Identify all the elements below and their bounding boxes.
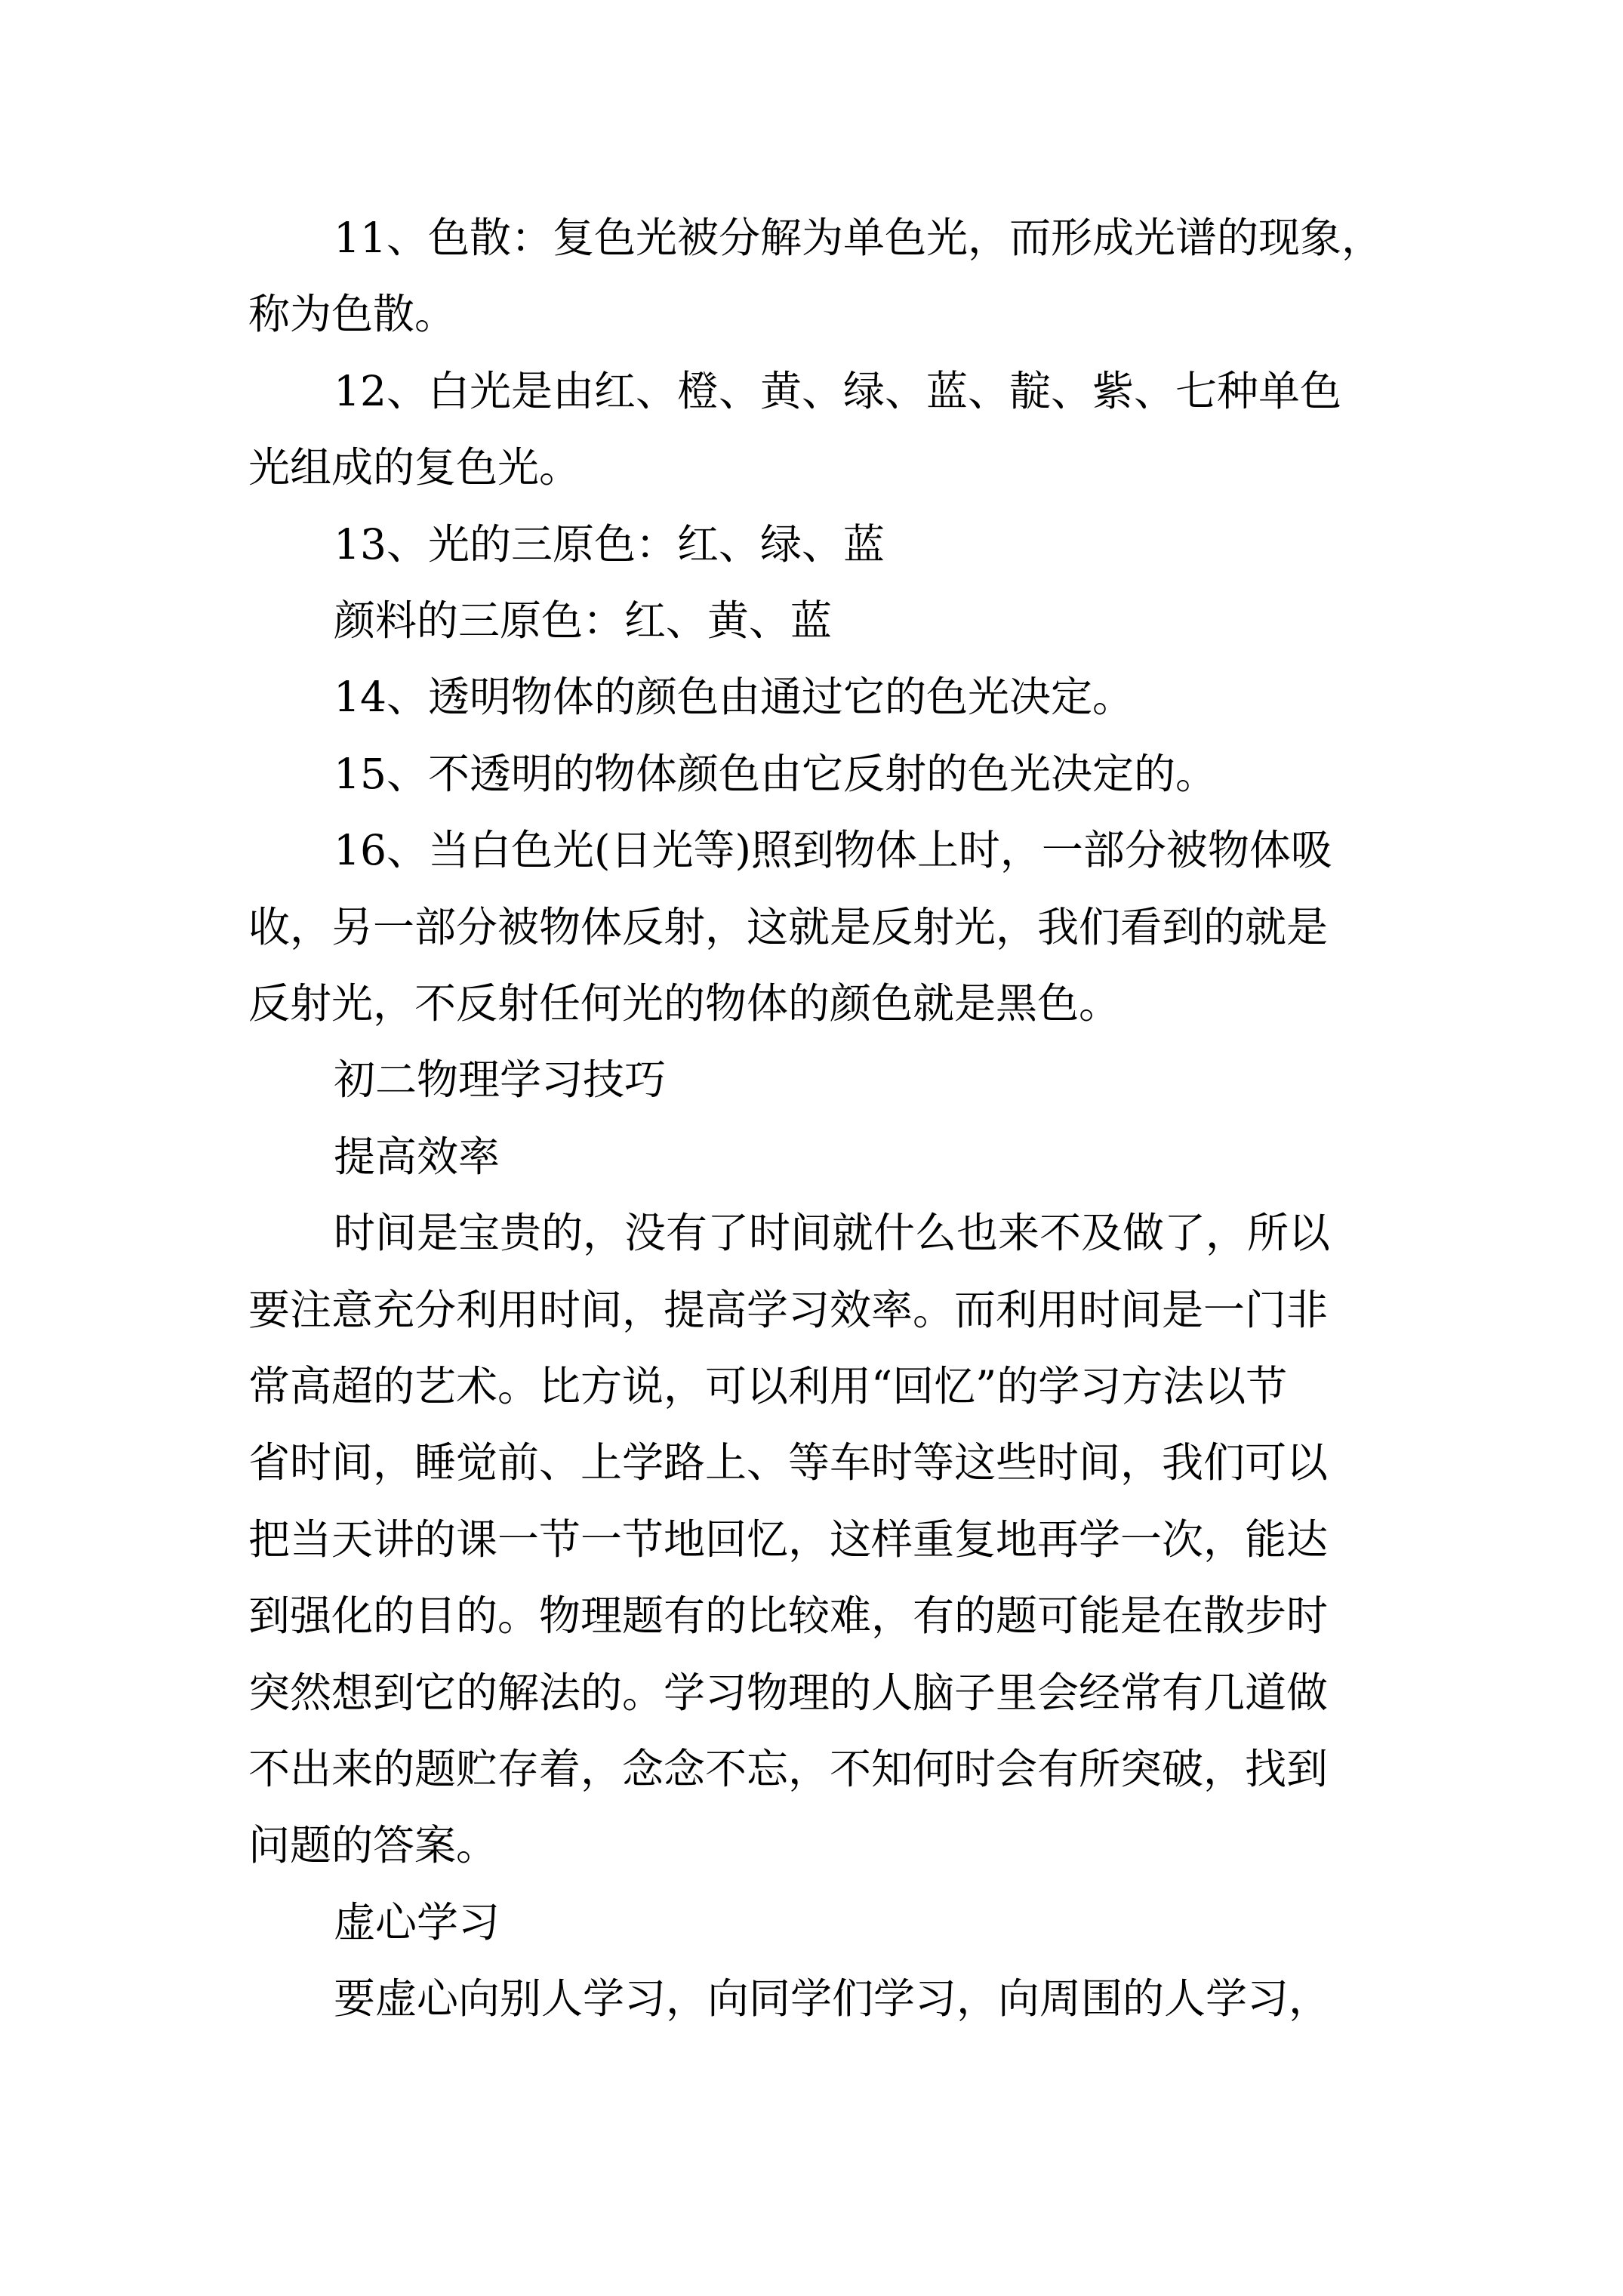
- text-line: 15、不透明的物体颜色由它反射的色光决定的。: [334, 750, 1217, 798]
- text-line: 收，另一部分被物体反射，这就是反射光，我们看到的就是: [248, 903, 1329, 951]
- text-line: 时间是宝贵的，没有了时间就什么也来不及做了，所以: [334, 1209, 1331, 1257]
- text-line: 16、当白色光(日光等)照到物体上时，一部分被物体吸: [334, 826, 1332, 874]
- text-line: 12、白光是由红、橙、黄、绿、蓝、靛、紫、七种单色: [334, 367, 1341, 415]
- text-line: 省时间，睡觉前、上学路上、等车时等这些时间，我们可以: [248, 1438, 1329, 1487]
- section-heading: 初二物理学习技巧: [334, 1056, 667, 1104]
- text-line: 要注意充分利用时间，提高学习效率。而利用时间是一门非: [248, 1286, 1329, 1334]
- text-line: 反射光，不反射任何光的物体的颜色就是黑色。: [248, 979, 1121, 1028]
- text-line: 称为色散。: [248, 290, 457, 338]
- text-line: 14、透明物体的颜色由通过它的色光决定。: [334, 673, 1134, 721]
- text-line: 11、色散：复色光被分解为单色光，而形成光谱的现象，: [334, 214, 1383, 262]
- text-line: 问题的答案。: [248, 1821, 498, 1869]
- text-line: 突然想到它的解法的。学习物理的人脑子里会经常有几道做: [248, 1669, 1329, 1717]
- text-line: 13、光的三原色：红、绿、蓝: [334, 520, 885, 569]
- text-line: 把当天讲的课一节一节地回忆，这样重复地再学一次，能达: [248, 1515, 1329, 1564]
- text-line: 不出来的题贮存着，念念不忘，不知何时会有所突破，找到: [248, 1745, 1329, 1793]
- text-line: 到强化的目的。物理题有的比较难，有的题可能是在散步时: [248, 1592, 1329, 1640]
- subsection-heading: 提高效率: [334, 1133, 500, 1181]
- text-line: 颜料的三原色：红、黄、蓝: [334, 596, 833, 645]
- subsection-heading: 虚心学习: [334, 1898, 500, 1946]
- text-line: 光组成的复色光。: [248, 443, 581, 492]
- text-line: 常高超的艺术。比方说，可以利用“回忆”的学习方法以节: [248, 1362, 1288, 1410]
- text-line: 要虚心向别人学习，向同学们学习，向周围的人学习，: [334, 1974, 1331, 2023]
